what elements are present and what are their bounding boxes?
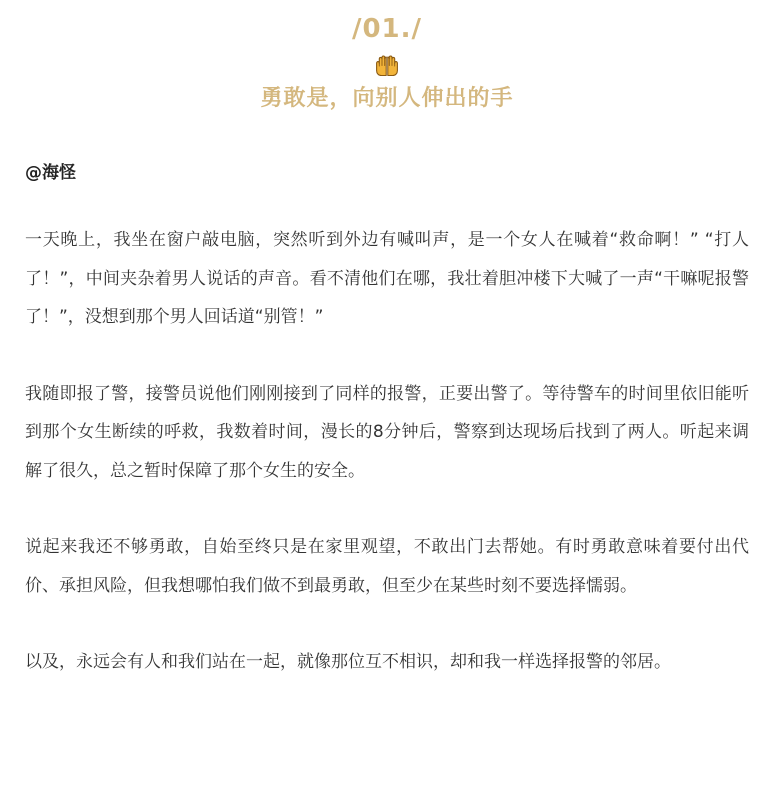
paragraph: 以及，永远会有人和我们站在一起，就像那位互不相识，却和我一样选择报警的邻居。: [25, 652, 671, 672]
paragraph: 一天晚上，我坐在窗户敲电脑，突然听到外边有喊叫声，是一个女人在喊着“救命啊！” “打人了！”，中间夹杂着男人说话的声音。看不清他们在哪，我壮着胆冲楼下大喊了一声“干嘛呢报警了！”，没想到那个男人回话道“别管！”: [25, 230, 749, 327]
section-number: /01./: [351, 14, 423, 44]
open-hands-icon: [374, 54, 400, 78]
section-header: [25, 0, 749, 114]
paragraph: 说起来我还不够勇敢，自始至终只是在家里观望，不敢出门去帮她。有时勇敢意味着要付出代价、承担风险，但我想哪怕我们做不到最勇敢，但至少在某些时刻不要选择懦弱。: [25, 537, 749, 596]
author-handle: @海怪: [25, 163, 76, 183]
emoji-row: [25, 53, 749, 79]
paragraph: 我随即报了警，接警员说他们刚刚接到了同样的报警，正要出警了。等待警车的时间里依旧能听到那个女生断续的呼救，我数着时间，漫长的8分钟后，警察到达现场后找到了两人。听起来调解了很久，总之暂时保障了那个女生的安全。: [25, 383, 749, 481]
section-title: 勇敢是，向别人伸出的手: [260, 86, 514, 111]
